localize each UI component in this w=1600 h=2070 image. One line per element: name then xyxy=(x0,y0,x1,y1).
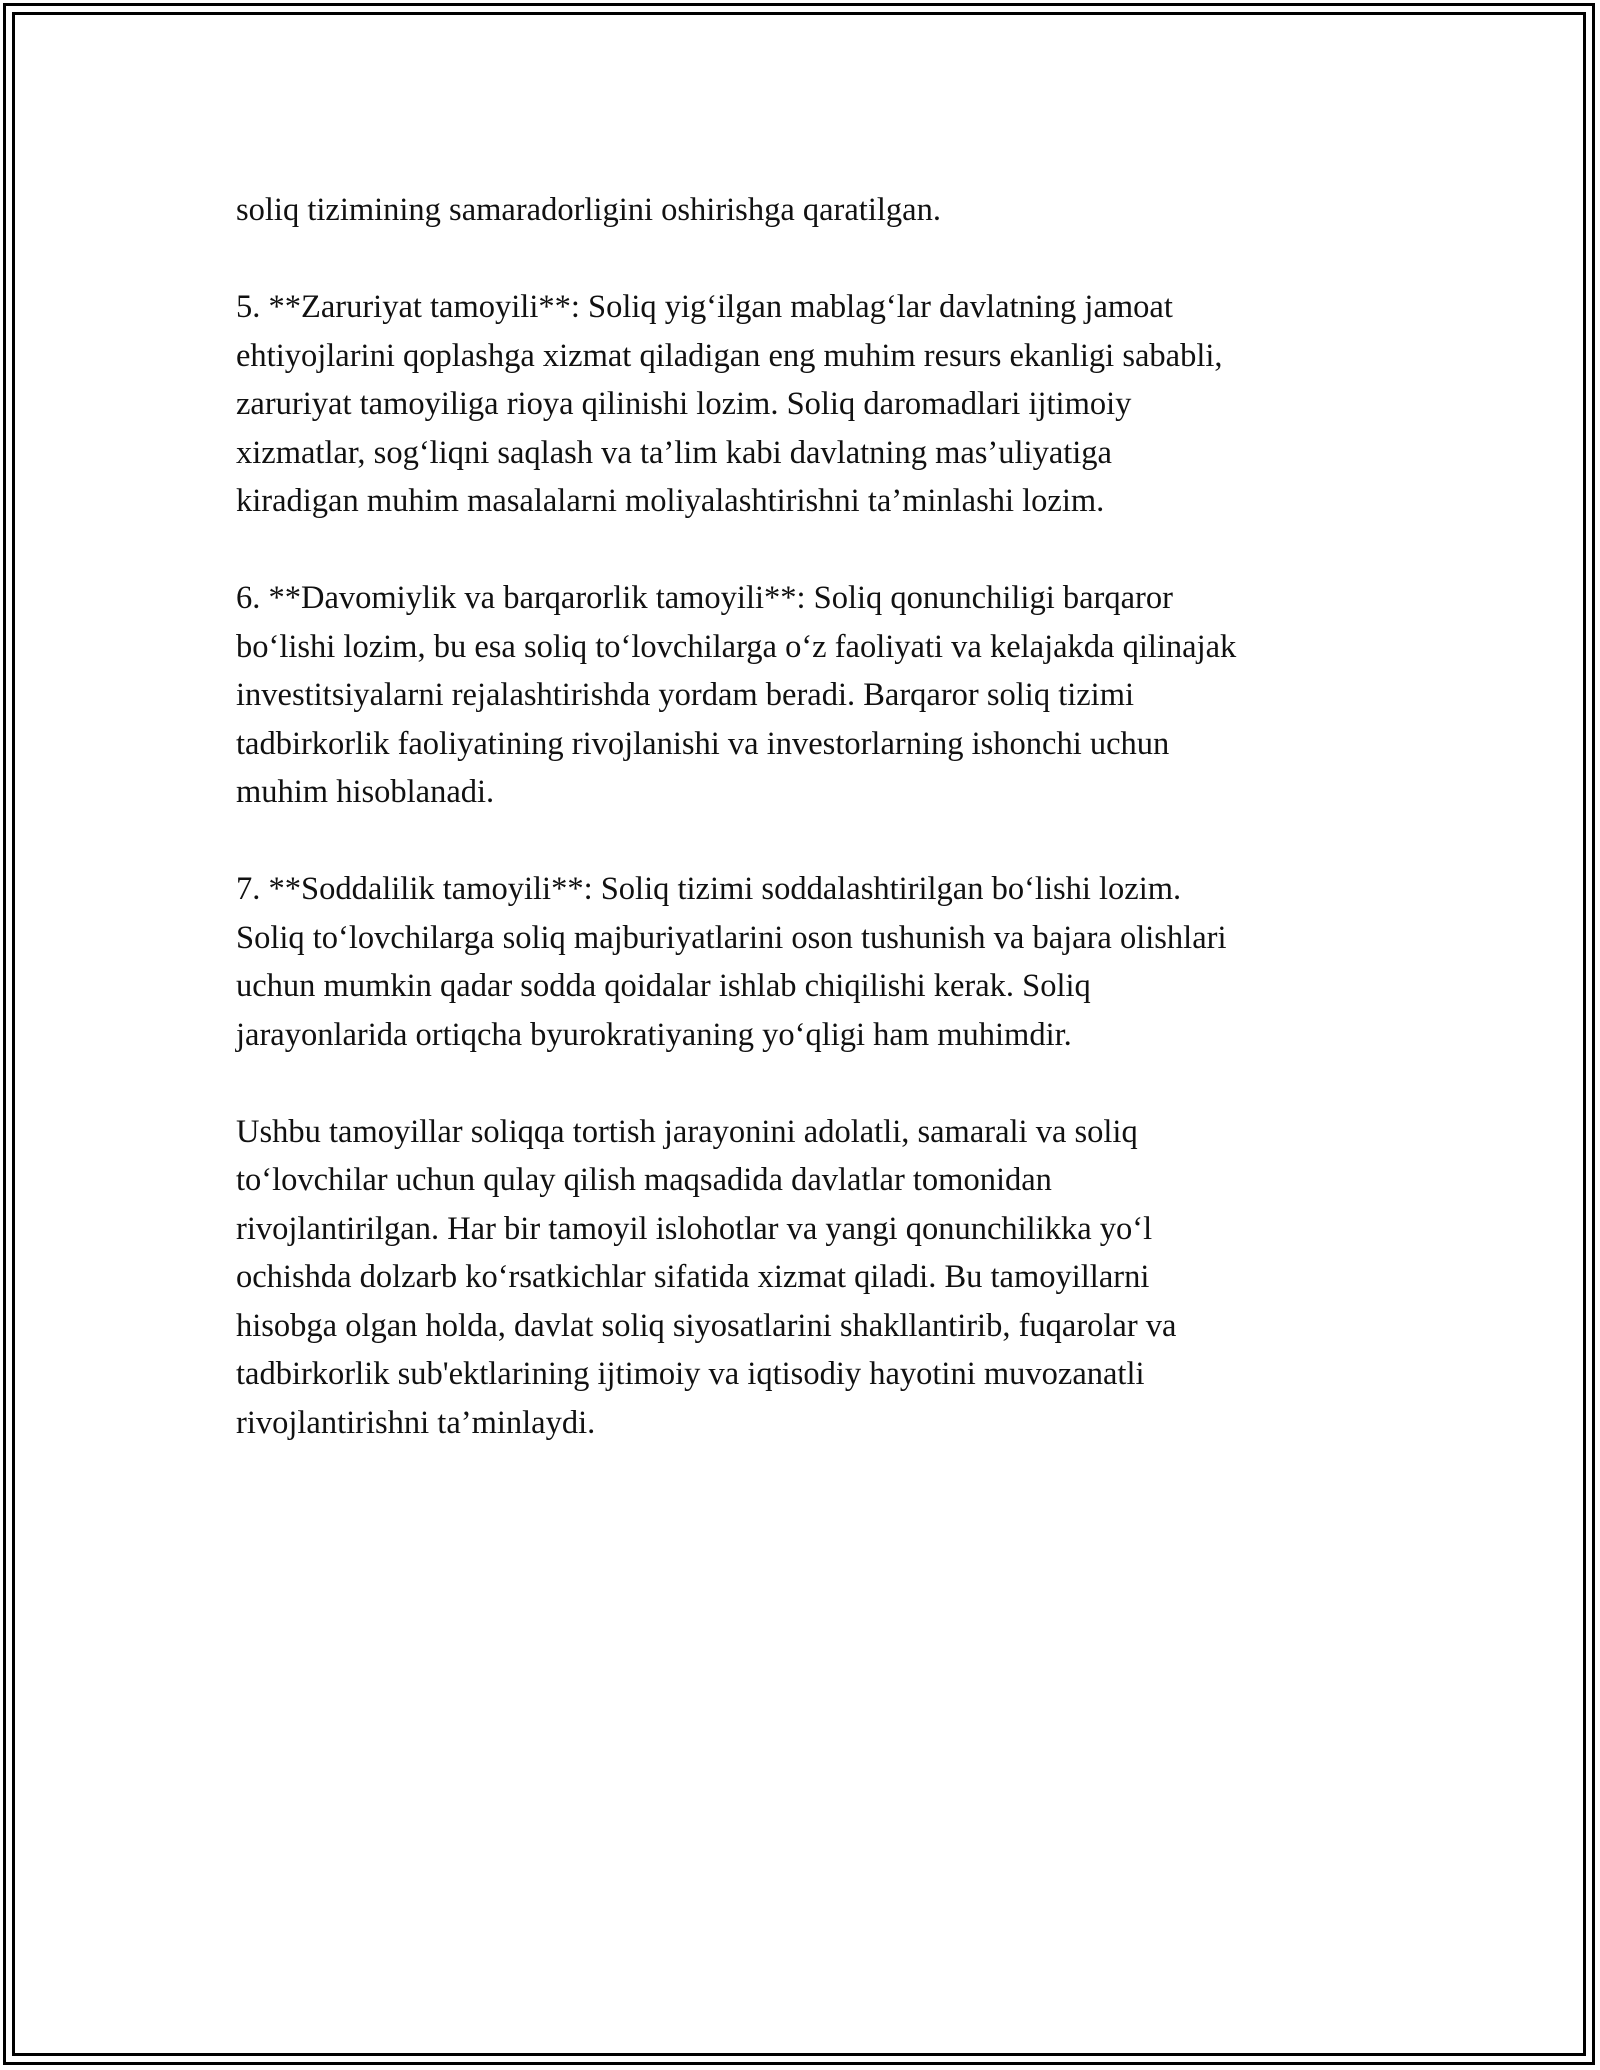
paragraph-principle-7: 7. **Soddalilik tamoyili**: Soliq tizimi soddalashtirilgan bo‘lishi lozim. Soliq to‘lovchilarga soliq majburiyatlarini oson tushunish va bajara olishlari uchun mumkin qadar sodda qoidalar ishlab chiqilishi kerak. Soliq jarayonlarida ortiqcha byurokratiyaning yo‘qligi ham muhimdir. xyxy=(236,871,1227,1053)
paragraph-principle-6: 6. **Davomiylik va barqarorlik tamoyili**: Soliq qonunchiligi barqaror bo‘lishi lozim, bu esa soliq to‘lovchilarga o‘z faoliyati va kelajakda qilinajak investitsiyalarni rejalashtirishda yordam beradi. Barqaror soliq tizimi tadbirkorlik faoliyatining rivojlanishi va investorlarning ishonchi uchun muhim hisoblanadi. xyxy=(236,580,1237,810)
paragraph-principle-5: 5. **Zaruriyat tamoyili**: Soliq yig‘ilgan mablag‘lar davlatning jamoat ehtiyojlarini qoplashga xizmat qiladigan eng muhim resurs ekanligi sababli, zaruriyat tamoyiliga rioya qilinishi lozim. Soliq daromadlari ijtimoiy xizmatlar, sog‘liqni saqlash va ta’lim kabi davlatning mas’uliyatiga kiradigan muhim masalalarni moliyalashtirishni ta’minlashi lozim. xyxy=(236,289,1223,519)
paragraph-conclusion: Ushbu tamoyillar soliqqa tortish jarayonini adolatli, samarali va soliq to‘lovchilar uchun qulay qilish maqsadida davlatlar tomonidan rivojlantirilgan. Har bir tamoyil islohotlar va yangi qonunchilikka yo‘l ochishda dolzarb ko‘rsatkichlar sifatida xizmat qiladi. Bu tamoyillarni hisobga olgan holda, davlat soliq siyosatlarini shakllantirib, fuqarolar va tadbirkorlik sub'ektlarining ijtimoiy va iqtisodiy hayotini muvozanatli rivojlantirishni ta’minlaydi. xyxy=(236,1113,1177,1441)
paragraph-continuation: soliq tizimining samaradorligini oshirishga qaratilgan. xyxy=(236,192,941,228)
document-body xyxy=(236,186,1376,1496)
